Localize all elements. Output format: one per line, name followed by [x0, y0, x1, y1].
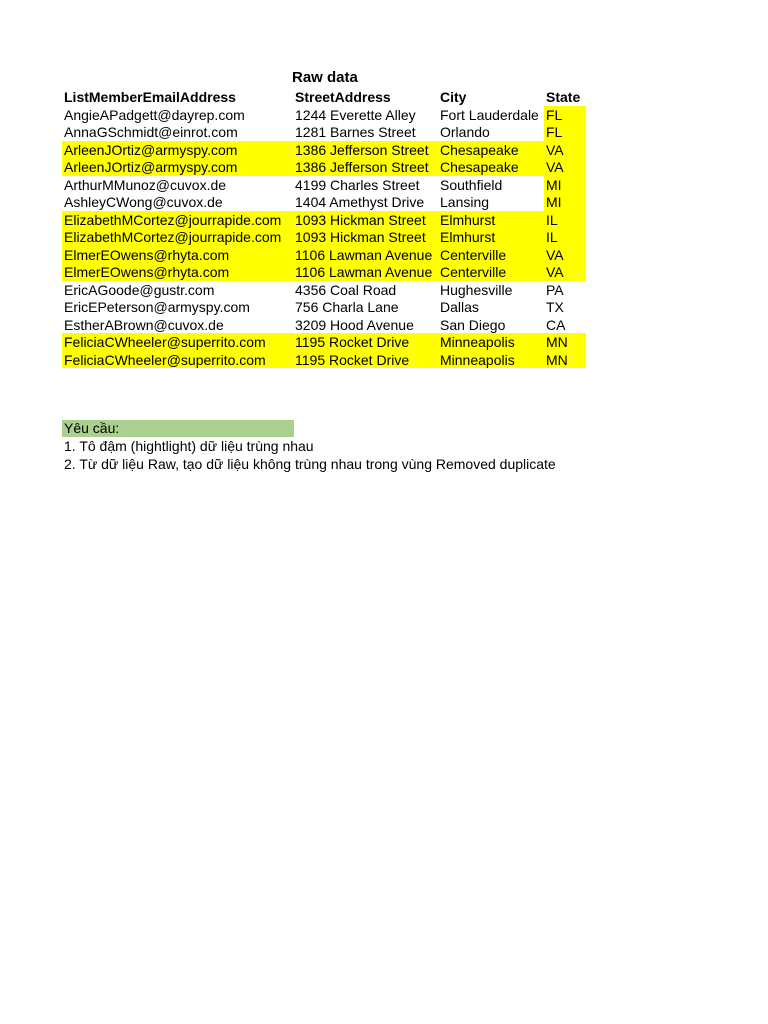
cell-street[interactable]: 1106 Lawman Avenue: [293, 263, 438, 281]
header-city[interactable]: City: [440, 89, 467, 105]
requirements-section: [62, 420, 562, 472]
cell-email[interactable]: AnnaGSchmidt@einrot.com: [64, 124, 238, 140]
cell-city[interactable]: San Diego: [440, 316, 506, 333]
cell-state[interactable]: MI: [544, 193, 586, 211]
cell-city[interactable]: Elmhurst: [438, 211, 544, 229]
table-row: [62, 281, 586, 299]
cell-state[interactable]: TX: [546, 299, 564, 315]
cell-state[interactable]: VA: [544, 263, 586, 281]
cell-city[interactable]: Chesapeake: [438, 158, 544, 176]
cell-city[interactable]: Hughesville: [440, 281, 513, 298]
cell-email[interactable]: ElizabethMCortez@jourrapide.com: [62, 211, 293, 229]
cell-city[interactable]: Lansing: [440, 194, 490, 210]
cell-email[interactable]: EricAGoode@gustr.com: [64, 281, 215, 298]
cell-email[interactable]: ArleenJOrtiz@armyspy.com: [62, 141, 293, 159]
cell-street[interactable]: 1195 Rocket Drive: [293, 333, 438, 351]
cell-state[interactable]: VA: [544, 158, 586, 176]
cell-email[interactable]: ArthurMMunoz@cuvox.de: [64, 176, 227, 193]
table-row: [62, 141, 586, 159]
cell-state[interactable]: PA: [546, 281, 564, 298]
cell-email[interactable]: AshleyCWong@cuvox.de: [64, 194, 223, 210]
table-row: [62, 106, 586, 124]
cell-email[interactable]: FeliciaCWheeler@superrito.com: [62, 351, 293, 369]
cell-street[interactable]: 1386 Jefferson Street: [293, 158, 438, 176]
cell-street[interactable]: 1386 Jefferson Street: [293, 141, 438, 159]
cell-street[interactable]: 1093 Hickman Street: [293, 228, 438, 246]
cell-street[interactable]: 4356 Coal Road: [295, 281, 397, 298]
table-body: [62, 106, 586, 369]
cell-city[interactable]: Centerville: [438, 263, 544, 281]
cell-city[interactable]: Elmhurst: [438, 228, 544, 246]
header-state[interactable]: State: [546, 89, 581, 105]
cell-city[interactable]: Orlando: [440, 124, 490, 140]
cell-city[interactable]: Minneapolis: [438, 351, 544, 369]
cell-state[interactable]: FL: [544, 123, 586, 141]
cell-email[interactable]: AngieAPadgett@dayrep.com: [64, 106, 245, 123]
cell-city[interactable]: Southfield: [440, 176, 503, 193]
requirements-label[interactable]: Yêu cầu:: [62, 420, 294, 437]
table-row: [62, 316, 586, 334]
cell-city[interactable]: Minneapolis: [438, 333, 544, 351]
cell-street[interactable]: 4199 Charles Street: [295, 176, 420, 193]
raw-data-table: [62, 88, 586, 368]
requirement-item-2[interactable]: 2. Từ dữ liệu Raw, tạo dữ liệu không trùng nhau trong vùng Removed duplicate: [64, 455, 556, 472]
table-row: [62, 158, 586, 176]
cell-state[interactable]: MI: [544, 176, 586, 194]
cell-state[interactable]: IL: [544, 228, 586, 246]
cell-state[interactable]: CA: [546, 316, 566, 333]
table-row: [62, 333, 586, 351]
cell-state[interactable]: VA: [544, 246, 586, 264]
cell-street[interactable]: 1093 Hickman Street: [293, 211, 438, 229]
cell-street[interactable]: 1244 Everette Alley: [295, 106, 416, 123]
table-header-row: [62, 88, 586, 106]
cell-state[interactable]: IL: [544, 211, 586, 229]
table-row: [62, 176, 586, 194]
requirement-item-1[interactable]: 1. Tô đậm (hightlight) dữ liệu trùng nhau: [64, 438, 314, 454]
cell-state[interactable]: MN: [544, 333, 586, 351]
cell-email[interactable]: FeliciaCWheeler@superrito.com: [62, 333, 293, 351]
cell-email[interactable]: ElmerEOwens@rhyta.com: [62, 263, 293, 281]
cell-street[interactable]: 3209 Hood Avenue: [295, 316, 414, 333]
cell-city[interactable]: Fort Lauderdale: [440, 106, 539, 123]
cell-state[interactable]: VA: [544, 141, 586, 159]
cell-street[interactable]: 1404 Amethyst Drive: [295, 194, 425, 210]
cell-email[interactable]: EricEPeterson@armyspy.com: [64, 299, 250, 315]
cell-street[interactable]: 756 Charla Lane: [295, 299, 399, 315]
cell-city[interactable]: Dallas: [440, 299, 479, 315]
table-row: [62, 246, 586, 264]
table-row: [62, 298, 586, 316]
cell-city[interactable]: Chesapeake: [438, 141, 544, 159]
table-row: [62, 263, 586, 281]
cell-state[interactable]: FL: [544, 106, 586, 124]
cell-state[interactable]: MN: [544, 351, 586, 369]
sheet-title: Raw data: [292, 69, 358, 86]
cell-street[interactable]: 1195 Rocket Drive: [293, 351, 438, 369]
table-row: [62, 211, 586, 229]
table-row: [62, 228, 586, 246]
table-row: [62, 351, 586, 369]
cell-email[interactable]: ElizabethMCortez@jourrapide.com: [62, 228, 293, 246]
table-row: [62, 193, 586, 211]
header-street[interactable]: StreetAddress: [295, 89, 391, 105]
cell-city[interactable]: Centerville: [438, 246, 544, 264]
cell-email[interactable]: ArleenJOrtiz@armyspy.com: [62, 158, 293, 176]
table-row: [62, 123, 586, 141]
cell-street[interactable]: 1106 Lawman Avenue: [293, 246, 438, 264]
header-email[interactable]: ListMemberEmailAddress: [64, 89, 236, 105]
cell-street[interactable]: 1281 Barnes Street: [295, 124, 416, 140]
cell-email[interactable]: ElmerEOwens@rhyta.com: [62, 246, 293, 264]
cell-email[interactable]: EstherABrown@cuvox.de: [64, 316, 224, 333]
